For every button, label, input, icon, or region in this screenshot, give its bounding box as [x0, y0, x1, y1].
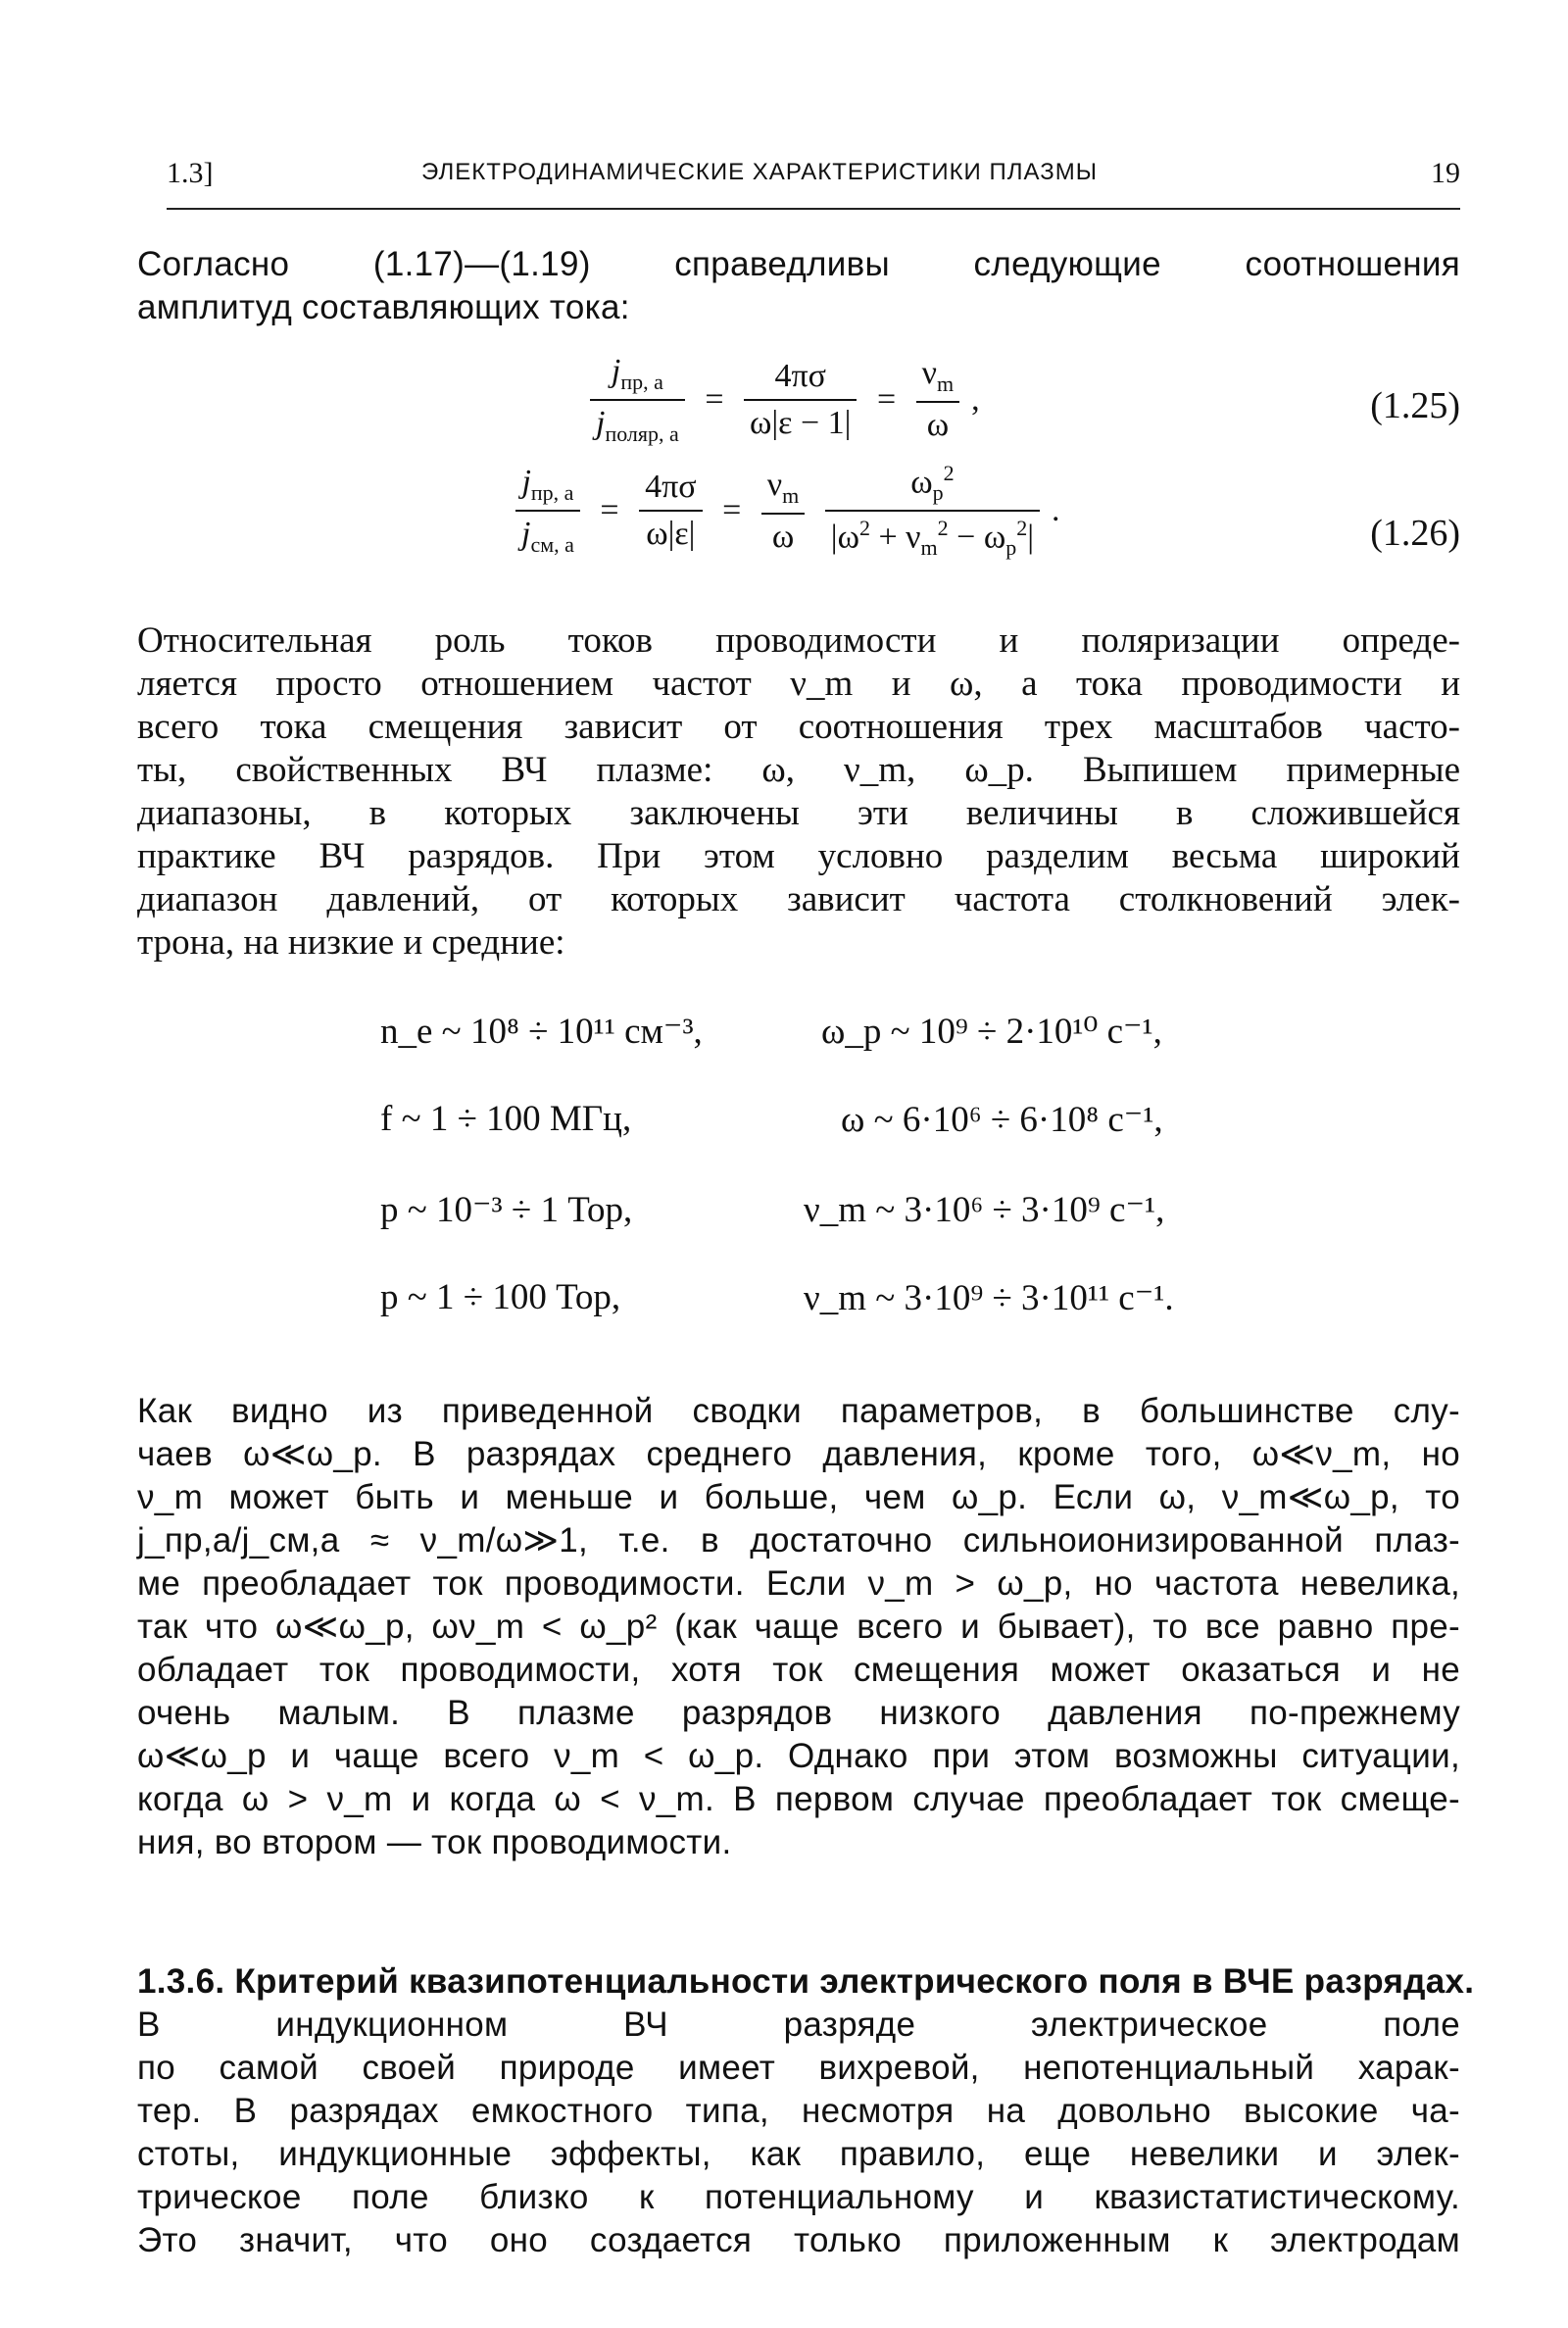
paragraph-4 — [137, 1960, 1475, 2262]
text-line: когда ω > ν_m и когда ω < ν_m. В первом случае преобладает ток смеще- — [137, 1780, 1460, 1818]
range-plasma-frequency: ω_p ~ 10⁹ ÷ 2·10¹⁰ с⁻¹, — [821, 1012, 1162, 1052]
section-heading: 1.3.6. Критерий квазипотенциальности электрического поля в ВЧЕ разрядах. — [137, 1962, 1475, 2001]
text-line: тер. В разрядах емкостного типа, несмотря на довольно высокие ча- — [137, 2092, 1460, 2130]
equation-1-26 — [0, 461, 1568, 578]
page-number: 19 — [1431, 157, 1460, 189]
header-rule — [167, 208, 1460, 210]
text-line: трическое поле близко к потенциальному и квазистатистическому. — [137, 2178, 1460, 2216]
text-line: очень малым. В плазме разрядов низкого давления по-прежнему — [137, 1694, 1460, 1732]
text-line: В индукционном ВЧ разряде электрическое поле — [137, 2006, 1460, 2044]
text-line: стоты, индукционные эффекты, как правило, еще невелики и элек- — [137, 2135, 1460, 2173]
text-line: по самой своей природе имеет вихревой, непотенциальный харак- — [137, 2049, 1460, 2087]
text-line: Как видно из приведенной сводки параметров, в большинстве слу- — [137, 1392, 1460, 1430]
range-collision-frequency-medium: ν_m ~ 3·10⁹ ÷ 3·10¹¹ с⁻¹. — [804, 1278, 1174, 1318]
text-line: Согласно (1.17)—(1.19) справедливы следующие соотношения — [137, 245, 1460, 283]
text-line: ме преобладает ток проводимости. Если ν_m > ω_p, но частота невелика, — [137, 1564, 1460, 1603]
text-line: ν_m может быть и меньше и больше, чем ω_p. Если ω, ν_m≪ω_p, то — [137, 1478, 1460, 1516]
text-line: Это значит, что оно создается только приложенным к электродам — [137, 2221, 1460, 2259]
range-medium-pressure: p ~ 1 ÷ 100 Тор, — [380, 1277, 621, 1317]
range-field-frequency: f ~ 1 ÷ 100 МГц, — [380, 1099, 632, 1139]
running-header — [167, 157, 1460, 196]
equation-1-25 — [0, 343, 1568, 461]
equation-number: (1.25) — [1370, 385, 1460, 426]
equation-formula: $\frac{j_{пр, а}}{j_{см, а}}$ = $\frac{4\pi\sigma}{\omega|\varepsilon|}$ = $\frac{\nu_m}{\omega}$ $\frac{\omega_p^2}{|\omega^2 + \nu_m^2 - \omega_p^2|}$ . — [510, 461, 1066, 561]
range-electron-density: n_e ~ 10⁸ ÷ 10¹¹ см⁻³, — [380, 1012, 703, 1052]
text-line: диапазон давлений, от которых зависит частота столкновений элек- — [137, 879, 1460, 919]
intro-paragraph — [137, 243, 1460, 329]
text-line: диапазоны, в которых заключены эти величины в сложившейся — [137, 793, 1460, 833]
section-reference: 1.3] — [167, 157, 214, 189]
text-line: так что ω≪ω_p, ων_m < ω_p² (как чаще всего и бывает), то все равно пре- — [137, 1608, 1460, 1646]
text-line: трона, на низкие и средние: — [137, 922, 565, 963]
chapter-title: ЭЛЕКТРОДИНАМИЧЕСКИЕ ХАРАКТЕРИСТИКИ ПЛАЗМЫ — [421, 159, 1098, 185]
text-line: чаев ω≪ω_p. В разрядах среднего давления, кроме того, ω≪ν_m, но — [137, 1435, 1460, 1473]
range-collision-frequency-low: ν_m ~ 3·10⁶ ÷ 3·10⁹ с⁻¹, — [804, 1190, 1165, 1230]
text-line: j_пр,а/j_см,а ≈ ν_m/ω≫1, т.е. в достаточно сильноионизированной плаз- — [137, 1521, 1460, 1560]
text-line: ω≪ω_p и чаще всего ν_m < ω_p. Однако при этом возможны ситуации, — [137, 1737, 1460, 1775]
range-angular-frequency: ω ~ 6·10⁶ ÷ 6·10⁸ с⁻¹, — [841, 1100, 1163, 1140]
text-line: всего тока смещения зависит от соотношения трех масштабов часто- — [137, 707, 1460, 747]
range-low-pressure: p ~ 10⁻³ ÷ 1 Тор, — [380, 1190, 633, 1230]
text-line: ния, во втором — ток проводимости. — [137, 1823, 732, 1861]
equation-formula: $\frac{j_{пр, а}}{j_{поляр, а}}$ = $\frac{4\pi\sigma}{\omega|\varepsilon - 1|}$ = $\frac{\nu_m}{\omega}$ , — [584, 353, 986, 447]
paragraph-2 — [137, 619, 1460, 965]
text-line: Относительная роль токов проводимости и поляризации опреде- — [137, 620, 1460, 661]
text-line: ляется просто отношением частот ν_m и ω, а тока проводимости и — [137, 664, 1460, 704]
text-line: обладает ток проводимости, хотя ток смещения может оказаться и не — [137, 1651, 1460, 1689]
equation-number: (1.26) — [1370, 513, 1460, 554]
paragraph-3 — [137, 1390, 1460, 1864]
text-line: ты, свойственных ВЧ плазме: ω, ν_m, ω_p. Выпишем примерные — [137, 750, 1460, 790]
text-line: амплитуд составляющих тока: — [137, 288, 630, 326]
parameter-ranges — [0, 1010, 1568, 1362]
text-line: практике ВЧ разрядов. При этом условно разделим весьма широкий — [137, 836, 1460, 876]
